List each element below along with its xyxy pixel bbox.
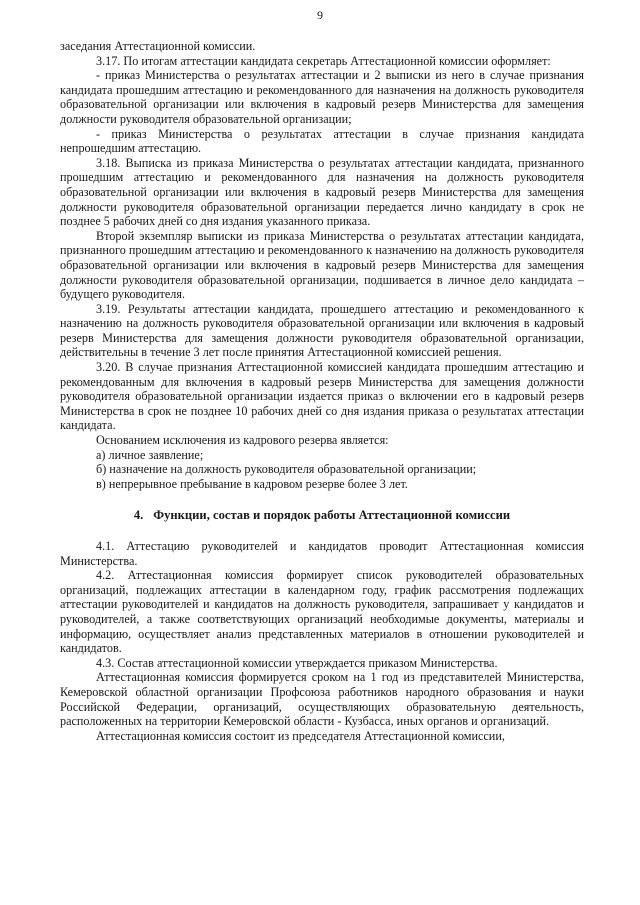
list-item: а) личное заявление; <box>96 447 204 462</box>
paragraph: Аттестационная комиссия формируется сроком на 1 год из представителей Министерства, Кемеровской областной организации Профсоюза работников народного образования и науки Российской Федерации, организаций, осуществляющих образовательную деятельность, расположенных на территории Кемеровской области - Кузбасса, иных органов и организаций. <box>60 670 584 729</box>
paragraph: - приказ Министерства о результатах аттестации в случае признания кандидата непрошедшим аттестацию. <box>60 126 584 156</box>
paragraph: 4.2. Аттестационная комиссия формирует список руководителей образовательных организаций, подлежащих аттестации в календарном году, график рассмотрения подлежащих аттестации руководителей и кандидатов на должность руководителя, запрашивает у кандидатов и руководителей, а также соответствующих организаций необходимые документы, материалы и информацию, осуществляет анализ представленных материалов в отношении руководителей и кандидатов. <box>60 568 584 656</box>
list-item: б) назначение на должность руководителя образовательной организации; <box>96 462 477 477</box>
page-number: 9 <box>317 8 323 22</box>
paragraph: 3.19. Результаты аттестации кандидата, прошедшего аттестацию и рекомендованного к назначению на должность руководителя образовательной организации или включения в кадровый резерв Министерства для замещения должности руководителя образовательной организации, действительны в течение 3 лет после принятия Аттестационной комиссией решения. <box>60 301 584 360</box>
paragraph: Аттестационная комиссия состоит из председателя Аттестационной комиссии, <box>96 728 505 743</box>
paragraph: 3.17. По итогам аттестации кандидата секретарь Аттестационной комиссии оформляет: <box>96 53 551 68</box>
paragraph: - приказ Министерства о результатах аттестации и 2 выписки из него в случае признания кандидата прошедшим аттестацию и рекомендованного для назначения на должность руководителя образовательной организации или включения в кадровый резерв Министерства для замещения должности руководителя образовательной организации; <box>60 68 584 126</box>
paragraph: Второй экземпляр выписки из приказа Министерства о результатах аттестации кандидата, признанного прошедшим аттестацию и рекомендованного к назначению на должность руководителя образовательной организации или включения в кадровый резерв Министерства для замещения должности руководителя образовательной организации, подшивается в личное дело кандидата – будущего руководителя. <box>60 228 584 302</box>
section-heading <box>60 508 584 523</box>
paragraph: Основанием исключения из кадрового резерва является: <box>96 433 389 448</box>
section-number: 4. <box>133 508 144 523</box>
list-item: в) непрерывное пребывание в кадровом резерве более 3 лет. <box>96 476 408 491</box>
paragraph: заседания Аттестационной комиссии. <box>60 39 256 53</box>
document-body <box>60 39 584 743</box>
section-title: Функции, состав и порядок работы Аттестационной комиссии <box>153 508 511 523</box>
paragraph: 3.20. В случае признания Аттестационной комиссией кандидата прошедшим аттестацию и рекомендованным для включения в кадровый резерв Министерства для замещения должности руководителя образовательной организации издается приказ о включении его в кадровый резерв Министерства в срок не позднее 10 рабочих дней со дня издания приказа о результатах аттестации кандидата. <box>60 360 584 433</box>
paragraph: 4.1. Аттестацию руководителей и кандидатов проводит Аттестационная комиссия Министерства. <box>60 539 584 568</box>
paragraph: 3.18. Выписка из приказа Министерства о результатах аттестации кандидата, признанного прошедшим аттестацию и рекомендованного для назначения на должность руководителя образовательной организации или включения в кадровый резерв Министерства для замещения должности руководителя образовательной организации передается лично кандидату в срок не позднее 5 рабочих дней со дня издания указанного приказа. <box>60 155 584 229</box>
paragraph: 4.3. Состав аттестационной комиссии утверждается приказом Министерства. <box>96 655 498 670</box>
